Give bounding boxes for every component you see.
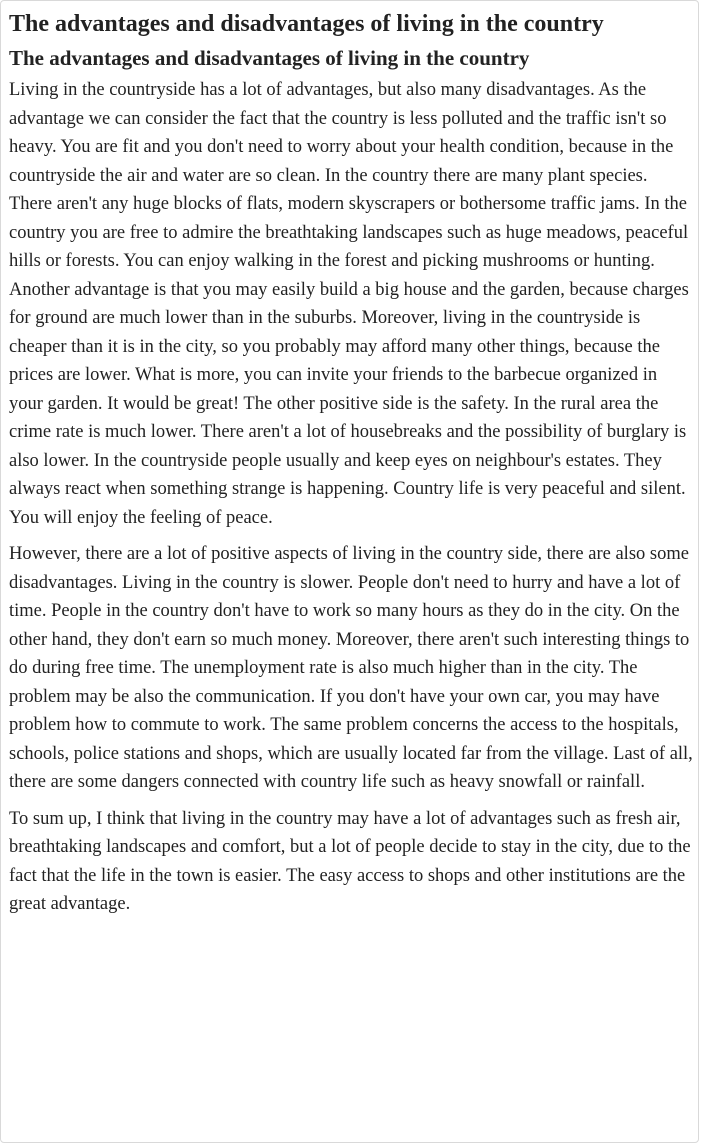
paragraph-advantages: Living in the countryside has a lot of advantages, but also many disadvantages. As the advantage we can consider the fact that the country is less polluted and the traffic isn't so heavy. You are fit and you don't need to worry about your health condition, because in the countryside the air and water are so clean. In the country there are many plant species. There aren't any huge blocks of flats, modern skyscrapers or bothersome traffic jams. In the country you are free to admire the breathtaking landscapes such as huge meadows, peaceful hills or forests. You can enjoy walking in the forest and picking mushrooms or hunting. Another advantage is that you may easily build a big house and the garden, because charges for ground are much lower than in the suburbs. Moreover, living in the countryside is cheaper than it is in the city, so you probably may afford many other things, because the prices are lower. What is more, you can invite your friends to the barbecue organized in your garden. It would be great! The other positive side is the safety. In the rural area the crime rate is much lower. There aren't a lot of housebreaks and the possibility of burglary is also lower. In the countryside people usually and keep eyes on neighbour's estates. They always react when something strange is happening. Country life is very peaceful and silent. You will enjoy the feeling of peace. [9,80,689,528]
paragraph-disadvantages: However, there are a lot of positive aspects of living in the country side, there are also some disadvantages. Living in the country is slower. People don't need to hurry and have a lot of time. People in the country don't have to work so many hours as they do in the city. On the other hand, they don't earn so much money. Moreover, there aren't such interesting things to do during free time. The unemployment rate is also much higher than in the city. The problem may be also the communication. If you don't have your own car, you may have problem how to commute to work. The same problem concerns the access to the hospitals, schools, police stations and shops, which are usually located far from the village. Last of all, there are some dangers connected with country life such as heavy snowfall or rainfall. [9,544,693,792]
paragraph-conclusion: To sum up, I think that living in the country may have a lot of advantages such as fresh air, breathtaking landscapes and comfort, but a lot of people decide to stay in the city, due to the fact that the life in the town is easier. The easy access to shops and other institutions are the great advantage. [9,808,691,914]
page-title: The advantages and disadvantages of living in the country [9,11,604,37]
document-content [9,7,693,919]
article-heading: The advantages and disadvantages of living in the country [9,46,530,70]
